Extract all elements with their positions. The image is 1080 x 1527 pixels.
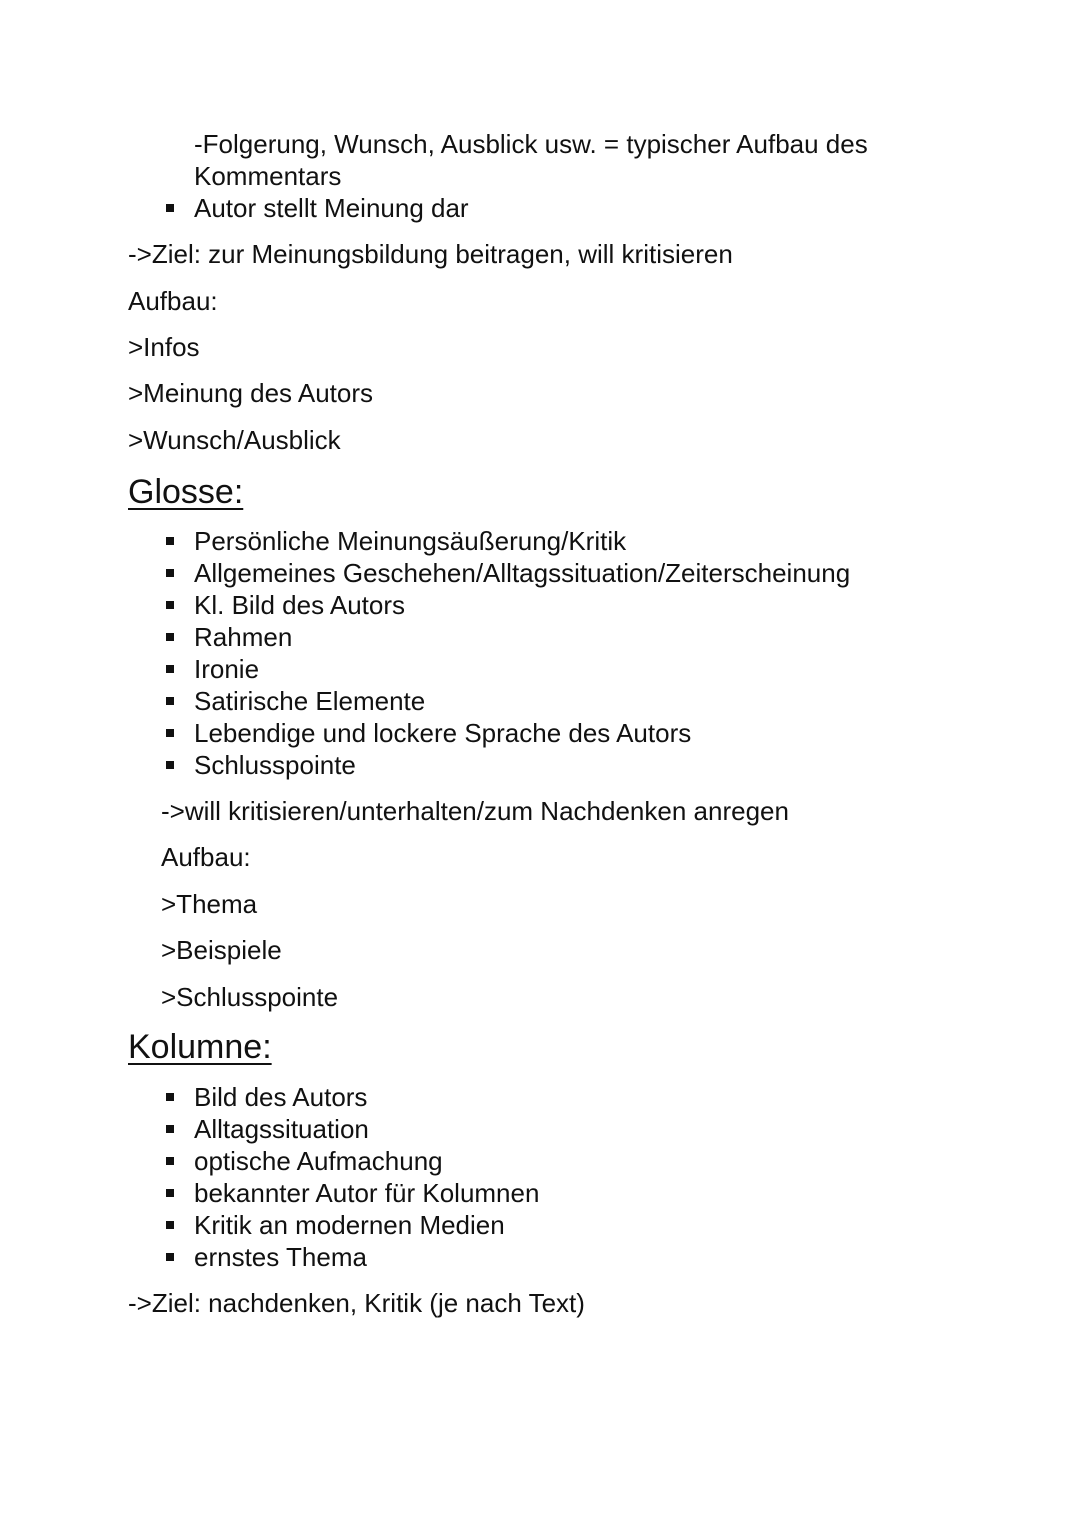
bullet-text: optische Aufmachung (194, 1146, 443, 1176)
bullet-square-icon (166, 1189, 174, 1197)
glosse-bullet (194, 717, 691, 749)
bullet-text: Kritik an modernen Medien (194, 1210, 505, 1240)
bullet-text: Persönliche Meinungsäußerung/Kritik (194, 526, 627, 556)
bullet-square-icon (166, 569, 174, 577)
bullet-text: ernstes Thema (194, 1242, 367, 1272)
kolumne-bullet (194, 1113, 369, 1145)
bullet-text: Alltagssituation (194, 1114, 369, 1144)
bullet-square-icon (166, 1157, 174, 1165)
bullet-text: Autor stellt Meinung dar (194, 193, 469, 223)
kolumne-bullet (194, 1145, 443, 1177)
kommentar-aufbau-label: Aufbau: (128, 286, 218, 316)
bullet-text: Satirische Elemente (194, 686, 426, 716)
bullet-square-icon (166, 1125, 174, 1133)
kolumne-ziel: ->Ziel: nachdenken, Kritik (je nach Text) (128, 1288, 585, 1318)
kommentar-aufbau-item: >Wunsch/Ausblick (128, 425, 341, 455)
glosse-aufbau-item: >Thema (161, 889, 258, 919)
glosse-aufbau-item: >Beispiele (161, 935, 282, 965)
bullet-square-icon (166, 1093, 174, 1101)
bullet-text: Allgemeines Geschehen/Alltagssituation/Zeiterscheinung (194, 558, 851, 588)
glosse-heading: Glosse: (128, 473, 244, 511)
kolumne-bullet (194, 1081, 367, 1113)
bullet-text: Schlusspointe (194, 750, 356, 780)
bullet-square-icon (166, 665, 174, 673)
glosse-aufbau-item: >Schlusspointe (161, 982, 339, 1012)
intro-continuation-line-2: Kommentars (194, 161, 342, 191)
glosse-aufbau-label: Aufbau: (161, 842, 251, 872)
glosse-bullet (194, 589, 405, 621)
kolumne-heading: Kolumne: (128, 1028, 272, 1066)
bullet-square-icon (166, 633, 174, 641)
intro-bullet (194, 192, 469, 224)
intro-continuation-line-1: -Folgerung, Wunsch, Ausblick usw. = typischer Aufbau des (194, 129, 868, 159)
glosse-ziel: ->will kritisieren/unterhalten/zum Nachdenken anregen (161, 796, 789, 826)
bullet-square-icon (166, 204, 174, 212)
glosse-bullet (194, 621, 292, 653)
bullet-text: Ironie (194, 654, 260, 684)
bullet-text: bekannter Autor für Kolumnen (194, 1178, 540, 1208)
kommentar-aufbau-item: >Meinung des Autors (128, 378, 373, 408)
glosse-bullet (194, 749, 356, 781)
glosse-bullet (194, 685, 425, 717)
kommentar-aufbau-item: >Infos (128, 332, 200, 362)
glosse-bullet (194, 557, 850, 589)
bullet-square-icon (166, 697, 174, 705)
bullet-square-icon (166, 761, 174, 769)
bullet-text: Rahmen (194, 622, 293, 652)
kommentar-ziel: ->Ziel: zur Meinungsbildung beitragen, will kritisieren (128, 239, 733, 269)
kolumne-bullet (194, 1209, 505, 1241)
kolumne-bullet (194, 1241, 367, 1273)
glosse-bullet (194, 653, 259, 685)
bullet-text: Bild des Autors (194, 1082, 368, 1112)
kolumne-bullet (194, 1177, 539, 1209)
bullet-square-icon (166, 601, 174, 609)
bullet-text: Lebendige und lockere Sprache des Autors (194, 718, 692, 748)
bullet-square-icon (166, 1221, 174, 1229)
bullet-square-icon (166, 537, 174, 545)
bullet-square-icon (166, 729, 174, 737)
bullet-square-icon (166, 1253, 174, 1261)
glosse-bullet (194, 525, 626, 557)
bullet-text: Kl. Bild des Autors (194, 590, 405, 620)
